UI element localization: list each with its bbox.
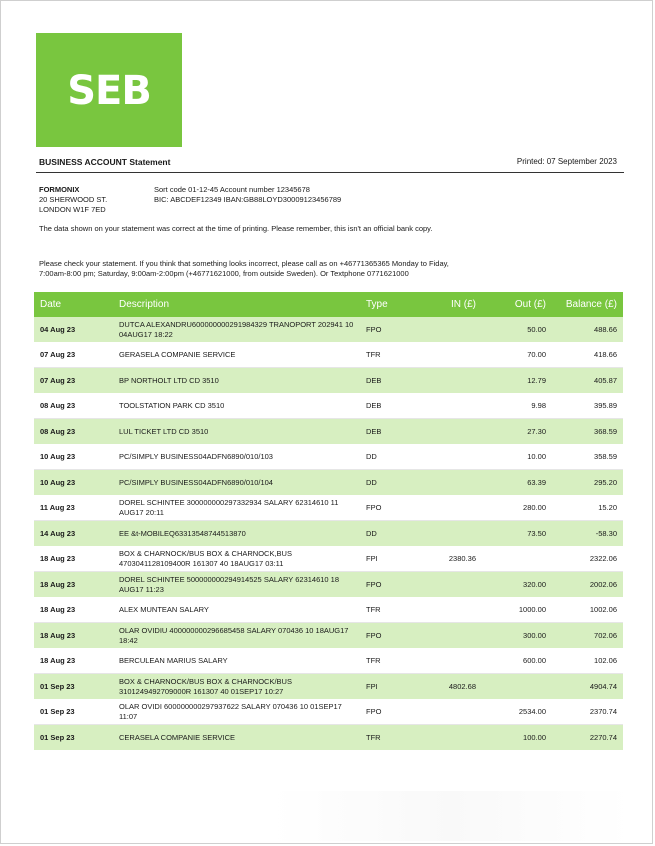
cell-balance: 4904.74 [552,674,623,700]
cell-out: 63.39 [482,470,552,496]
printed-date: Printed: 07 September 2023 [516,157,617,166]
cell-in [422,444,482,470]
cell-date: 14 Aug 23 [34,521,113,547]
cell-date: 07 Aug 23 [34,368,113,394]
cell-date: 08 Aug 23 [34,419,113,445]
cell-type: FPI [360,546,422,572]
customer-address [39,185,107,215]
cell-description: BP NORTHOLT LTD CD 3510 [113,368,360,394]
cell-out [482,546,552,572]
cell-type: FPI [360,674,422,700]
cell-description: BOX & CHARNOCK/BUS BOX & CHARNOCK,BUS 4703041128109400R 161307 40 18AUG17 03:11 [113,546,360,572]
cell-type: TFR [360,725,422,751]
table-row [34,368,623,394]
cell-out: 9.98 [482,393,552,419]
cell-date: 18 Aug 23 [34,648,113,674]
table-row [34,342,623,368]
table-row [34,572,623,598]
col-type: Type [360,292,422,317]
cell-type: FPO [360,495,422,521]
cell-in [422,368,482,394]
table-row [34,699,623,725]
statement-title: BUSINESS ACCOUNT Statement [39,157,171,167]
cell-description: GERASELA COMPANIE SERVICE [113,342,360,368]
table-row [34,419,623,445]
table-row [34,725,623,751]
cell-in [422,393,482,419]
cell-description: PC/SIMPLY BUSINESS04ADFN6890/010/104 [113,470,360,496]
cell-balance: 1002.06 [552,597,623,623]
cell-date: 04 Aug 23 [34,317,113,342]
cell-out: 100.00 [482,725,552,751]
cell-date: 18 Aug 23 [34,572,113,598]
cell-date: 01 Sep 23 [34,699,113,725]
cell-out: 1000.00 [482,597,552,623]
cell-out: 50.00 [482,317,552,342]
cell-balance: 358.59 [552,444,623,470]
cell-date: 07 Aug 23 [34,342,113,368]
table-header-row [34,292,623,317]
cell-in [422,521,482,547]
table-row [34,648,623,674]
header-divider [36,172,624,173]
customer-name: FORMONIX [39,185,80,194]
cell-out: 600.00 [482,648,552,674]
cell-description: OLAR OVIDI 600000000297937622 SALARY 070436 10 01SEP17 11:07 [113,699,360,725]
col-description: Description [113,292,360,317]
cell-description: DOREL SCHINTEE 500000000294914525 SALARY 62314610 18 AUG17 11:23 [113,572,360,598]
cell-description: OLAR OVIDIU 400000000296685458 SALARY 070436 10 18AUG17 18:42 [113,623,360,649]
cell-balance: 15.20 [552,495,623,521]
col-in: IN (£) [422,292,482,317]
col-out: Out (£) [482,292,552,317]
cell-type: TFR [360,342,422,368]
cell-description: ALEX MUNTEAN SALARY [113,597,360,623]
cell-out: 280.00 [482,495,552,521]
cell-out [482,674,552,700]
cell-description: PC/SIMPLY BUSINESS04ADFN6890/010/103 [113,444,360,470]
cell-description: DOREL SCHINTEE 300000000297332934 SALARY 62314610 11 AUG17 20:11 [113,495,360,521]
cell-balance: 702.06 [552,623,623,649]
address-line-1: 20 SHERWOOD ST. [39,195,108,204]
printing-notice: The data shown on your statement was correct at the time of printing. Please remember, this isn't an official bank copy. [39,224,433,233]
cell-type: DEB [360,393,422,419]
cell-description: LUL TICKET LTD CD 3510 [113,419,360,445]
cell-balance: -58.30 [552,521,623,547]
cell-in [422,597,482,623]
col-date: Date [34,292,113,317]
cell-date: 18 Aug 23 [34,623,113,649]
table-row [34,521,623,547]
cell-description: BOX & CHARNOCK/BUS BOX & CHARNOCK/BUS 3101249492709000R 161307 40 01SEP17 10:27 [113,674,360,700]
cell-out: 27.30 [482,419,552,445]
cell-balance: 2270.74 [552,725,623,751]
bic-iban: BIC: ABCDEF12349 IBAN:GB88LOYD30009123456789 [154,195,342,204]
table-row [34,317,623,342]
cell-type: DD [360,521,422,547]
cell-type: FPO [360,317,422,342]
cell-type: DD [360,444,422,470]
sort-code-account: Sort code 01-12-45 Account number 12345678 [154,185,310,194]
table-row [34,623,623,649]
cell-date: 11 Aug 23 [34,495,113,521]
table-row [34,495,623,521]
cell-balance: 405.87 [552,368,623,394]
table-row [34,546,623,572]
cell-in [422,648,482,674]
table-row [34,597,623,623]
table-row [34,444,623,470]
cell-in [422,470,482,496]
cell-type: DD [360,470,422,496]
cell-balance: 418.66 [552,342,623,368]
col-balance: Balance (£) [552,292,623,317]
cell-balance: 2370.74 [552,699,623,725]
transactions-table [34,292,623,750]
cell-balance: 395.89 [552,393,623,419]
cell-balance: 2002.06 [552,572,623,598]
cell-out: 12.79 [482,368,552,394]
cell-in [422,419,482,445]
cell-description: CERASELA COMPANIE SERVICE [113,725,360,751]
cell-in: 4802.68 [422,674,482,700]
cell-balance: 488.66 [552,317,623,342]
cell-in [422,572,482,598]
table-row [34,393,623,419]
cell-description: DUTCA ALEXANDRU600000000291984329 TRANOPORT 202941 10 04AUG17 18:22 [113,317,360,342]
cell-balance: 295.20 [552,470,623,496]
cell-balance: 2322.06 [552,546,623,572]
cell-balance: 368.59 [552,419,623,445]
cell-description: EE &t-MOBILEQ63313548744513870 [113,521,360,547]
cell-in [422,317,482,342]
scan-smudge [271,791,631,841]
cell-out: 2534.00 [482,699,552,725]
cell-type: DEB [360,419,422,445]
table-row [34,470,623,496]
cell-in [422,725,482,751]
cell-date: 18 Aug 23 [34,597,113,623]
cell-in [422,699,482,725]
cell-in: 2380.36 [422,546,482,572]
cell-out: 70.00 [482,342,552,368]
cell-type: TFR [360,648,422,674]
cell-type: FPO [360,572,422,598]
cell-description: TOOLSTATION PARK CD 3510 [113,393,360,419]
cell-out: 320.00 [482,572,552,598]
cell-type: TFR [360,597,422,623]
cell-type: FPO [360,623,422,649]
transactions-body [34,317,623,750]
address-line-2: LONDON W1F 7ED [39,205,106,214]
seb-logo [36,33,182,147]
cell-date: 18 Aug 23 [34,546,113,572]
cell-out: 10.00 [482,444,552,470]
cell-in [422,342,482,368]
account-details [154,185,341,205]
cell-date: 10 Aug 23 [34,470,113,496]
cell-date: 10 Aug 23 [34,444,113,470]
cell-in [422,495,482,521]
cell-in [422,623,482,649]
check-notice: Please check your statement. If you think that something looks incorrect, please call as on +46771365365 Monday to Fiday, 7:00am-8:00 pm; Saturday, 9:00am-2:00pm (+46771621000, from outside Sweden). Or Textphone 0771621000 [39,259,449,278]
logo-text: SEB [67,68,151,114]
cell-date: 01 Sep 23 [34,674,113,700]
cell-out: 73.50 [482,521,552,547]
cell-type: FPO [360,699,422,725]
cell-date: 01 Sep 23 [34,725,113,751]
cell-out: 300.00 [482,623,552,649]
cell-date: 08 Aug 23 [34,393,113,419]
cell-type: DEB [360,368,422,394]
cell-description: BERCULEAN MARIUS SALARY [113,648,360,674]
table-row [34,674,623,700]
cell-balance: 102.06 [552,648,623,674]
